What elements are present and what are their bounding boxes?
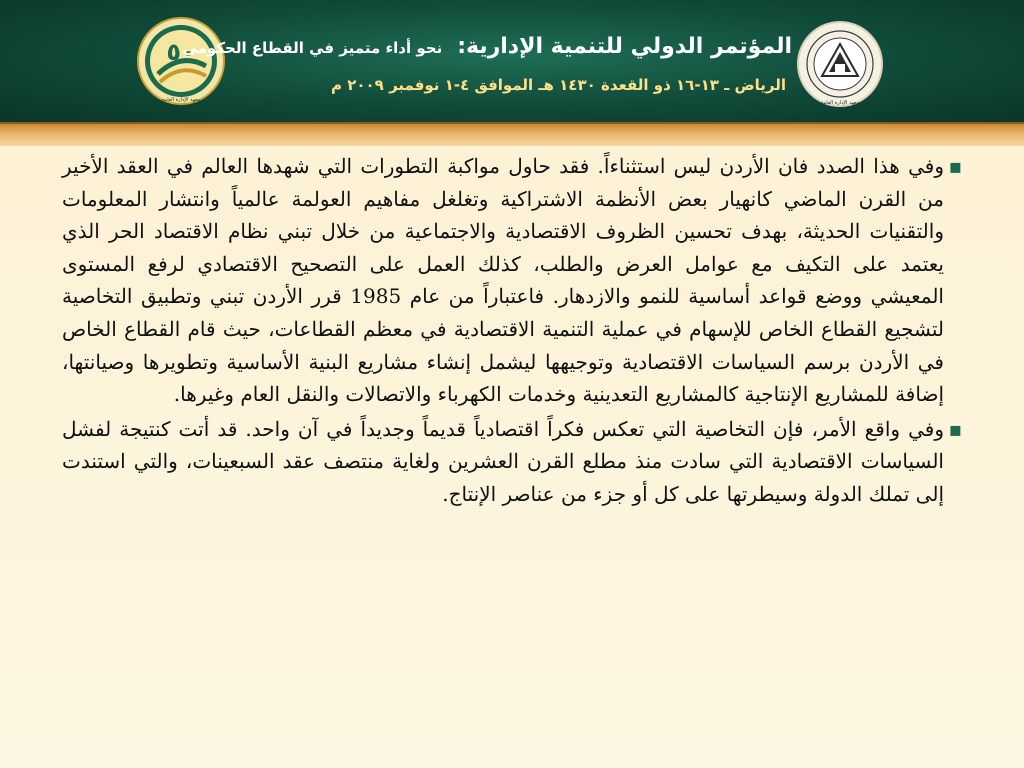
paragraph-1-text: وفي هذا الصدد فان الأردن ليس استثناءاً. فقد حاول مواكبة التطورات التي شهدها العالم في العقد الأخير من القرن الماضي كانهيار بعض الأنظمة الاشتراكية وتغلغل مفاهيم العولمة عالمياً وانتشار المعلومات والتقنيات الحديثة، بهدف تحسين الظروف الاقتصادية والاجتماعية من خلال تبني نظام الاقتصاد الحر الذي يعتمد على التكيف مع عوامل العرض والطلب، كذلك العمل على التصحيح الاقتصادي لرفع المستوى المعيشي ووضع قواعد أساسية للنمو والازدهار. فاعتباراً من عام 1985 قرر الأردن تبني وتطبيق التخاصية لتشجيع القطاع الخاص للإسهام في عملية التنمية الاقتصادية في معظم القطاعات، حيث قام القطاع الخاص في الأردن برسم السياسات الاقتصادية وتوجيهها ليشمل إنشاء مشاريع البنية الأساسية وتطويرها وصيانتها، إضافة للمشاريع الإنتاجية كالمشاريع التعدينية وخدمات الكهرباء والاتصالات والنقل العام وغيرها.: [62, 154, 944, 407]
header-gold-band: [0, 122, 1024, 146]
conference-title-line: [182, 34, 792, 59]
anniversary-logo: [136, 16, 226, 106]
header-banner: [0, 0, 1024, 122]
conference-date: الرياض ـ ١٣-١٦ ذو القعدة ١٤٣٠ هـ الموافق ٤-١ نوفمبر ٢٠٠٩ م: [331, 76, 786, 94]
paragraph-2: [62, 413, 962, 511]
institute-seal-logo: [796, 20, 884, 108]
paragraph-1: [62, 150, 962, 411]
anniversary-number: ٥٠: [166, 38, 196, 66]
conference-title: المؤتمر الدولي للتنمية الإدارية:: [457, 34, 792, 59]
conference-subtitle: نحو أداء متميز في القطاع الحكومي: [182, 39, 443, 57]
paragraph-2-text: وفي واقع الأمر، فإن التخاصية التي تعكس فكراً اقتصادياً قديماً وجديداً في آن واحد. قد أتت كنتيجة لفشل السياسات الاقتصادية التي سادت منذ مطلع القرن العشرين ولغاية منتصف عقد السبعينات، والتي استندت إلى تملك الدولة وسيطرتها على كل أو جزء من عناصر الإنتاج.: [62, 416, 944, 506]
body-text: [62, 150, 962, 511]
bullet-icon: ▪: [948, 416, 962, 441]
bullet-icon: ▪: [948, 154, 962, 178]
right-logo-arc-text: معهد الإدارة العامة: [820, 100, 860, 106]
left-logo-arc-text: معهد الإدارة العامة: [161, 97, 201, 103]
